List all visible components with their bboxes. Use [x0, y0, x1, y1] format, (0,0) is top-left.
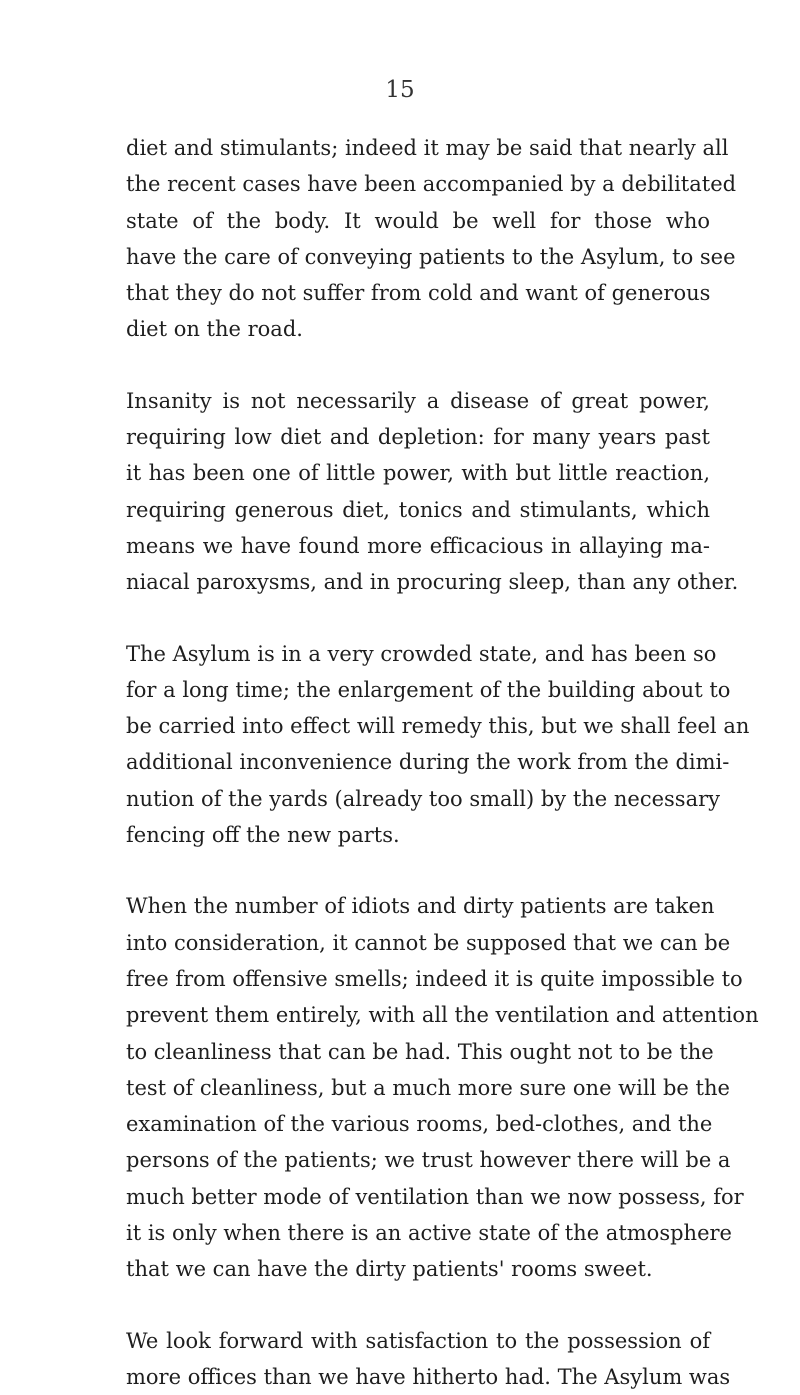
text-line: the recent cases have been accompanied by a debilitated	[126, 172, 737, 197]
text-line: more offices than we have hitherto had. The Asylum was	[126, 1364, 731, 1389]
text-line: it has been one of little power, with but little reaction,	[126, 461, 710, 486]
text-line: persons of the patients; we trust however there will be a	[126, 1148, 731, 1173]
paragraph-5	[126, 1323, 731, 1395]
text-line: We look forward with satisfaction to the possession of	[126, 1328, 710, 1353]
text-line: have the care of conveying patients to the Asylum, to see	[126, 244, 736, 269]
text-line: be carried into effect will remedy this, but we shall feel an	[126, 714, 750, 739]
text-line: niacal paroxysms, and in procuring sleep, than any other.	[126, 570, 739, 595]
text-line: much better mode of ventilation than we now possess, for	[126, 1184, 744, 1209]
text-line: into consideration, it cannot be supposed that we can be	[126, 930, 731, 955]
text-line: that they do not suffer from cold and want of generous	[126, 281, 711, 306]
text-line: requiring low diet and depletion: for many years past	[126, 425, 710, 450]
text-line: that we can have the dirty patients' rooms sweet.	[126, 1257, 653, 1282]
text-line: it is only when there is an active state of the atmosphere	[126, 1221, 732, 1246]
text-line: examination of the various rooms, bed-clothes, and the	[126, 1112, 713, 1137]
body-text	[126, 130, 759, 1395]
page-number: 15	[385, 77, 415, 103]
text-line: nution of the yards (already too small) by the necessary	[126, 786, 720, 811]
text-line: requiring generous diet, tonics and stimulants, which	[126, 497, 710, 522]
paragraph-2	[126, 383, 739, 601]
paragraph-1	[126, 130, 737, 348]
text-line: state of the body. It would be well for those who	[126, 208, 710, 233]
text-line: Insanity is not necessarily a disease of great power,	[126, 388, 710, 413]
text-line: free from offensive smells; indeed it is quite impossible to	[126, 966, 743, 991]
text-line: prevent them entirely, with all the ventilation and attention	[126, 1003, 759, 1028]
paragraph-3	[126, 636, 750, 854]
text-line: means we have found more efficacious in allaying ma-	[126, 533, 710, 558]
text-line: When the number of idiots and dirty patients are taken	[126, 894, 715, 919]
paragraph-4	[126, 888, 759, 1287]
text-line: diet and stimulants; indeed it may be said that nearly all	[126, 136, 729, 160]
text-line: to cleanliness that can be had. This ought not to be the	[126, 1039, 714, 1064]
text-line: fencing off the new parts.	[126, 823, 400, 848]
text-line: additional inconvenience during the work from the dimi-	[126, 750, 730, 775]
text-line: for a long time; the enlargement of the building about to	[126, 677, 731, 702]
text-line: test of cleanliness, but a much more sure one will be the	[126, 1075, 730, 1100]
text-line: The Asylum is in a very crowded state, and has been so	[126, 641, 717, 666]
text-line: diet on the road.	[126, 317, 303, 342]
